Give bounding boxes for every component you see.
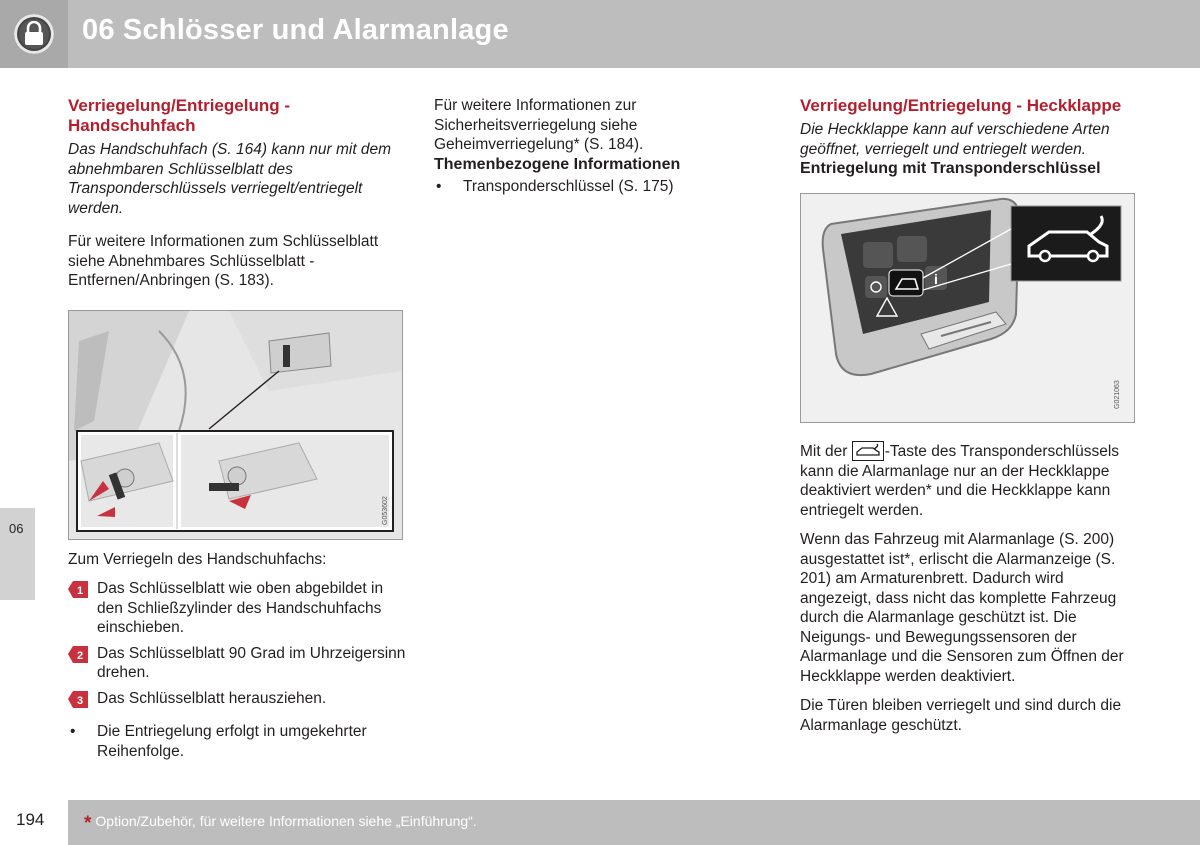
footer-bar xyxy=(68,800,1200,845)
list-item xyxy=(68,722,408,761)
paragraph-alarm-indicator: Wenn das Fahrzeug mit Alarmanlage (S. 200) ausgestattet ist*, erlischt die Alarmanzeige (S. 201) am Armaturenbrett. Dadurch wird angezeigt, dass nicht das komplette Fahrzeug durch die Alarmanlage geschützt ist. Die Neigungs- und Bewegungssensoren der Alarmanlage und die Sensoren zum Öffnen der Heckklappe werden deaktiviert. xyxy=(800,531,1124,685)
column-glovebox xyxy=(68,96,408,761)
section-heading-glovebox: Verriegelung/Entriegelung - Handschuhfach xyxy=(68,96,290,135)
chapter-header xyxy=(0,0,1200,68)
step-item xyxy=(68,579,408,638)
svg-text:2: 2 xyxy=(76,649,84,662)
footnote-text: Option/Zubehör, für weitere Informationen siehe „Einführung“. xyxy=(95,813,477,829)
section-intro-tailgate: Die Heckklappe kann auf verschiedene Arten geöffnet, verriegelt und entriegelt werden. xyxy=(800,121,1110,158)
svg-text:i: i xyxy=(934,271,938,287)
column-related xyxy=(434,96,774,196)
paragraph-doors-remain-locked: Die Türen bleiben verriegelt und sind durch die Alarmanlage geschützt. xyxy=(800,697,1122,734)
subheading-transponder-unlock: Entriegelung mit Transponderschlüssel xyxy=(800,160,1101,177)
figure-code-transponder: G021063 xyxy=(1114,380,1121,409)
paragraph-suffix: -Taste des Transponderschlüssels kann die Alarmanlage nur an der Heckklappe deaktiviert werden* und die Heckklappe kann entriegelt werden. xyxy=(800,443,1120,519)
paragraph-lock-intro: Zum Verriegeln des Handschuhfachs: xyxy=(68,550,327,568)
transponder-key-illustration xyxy=(800,193,1135,423)
glovebox-drawing xyxy=(69,311,402,539)
page-number: 194 xyxy=(16,810,45,829)
column-tailgate xyxy=(800,96,1135,735)
section-intro-glovebox: Das Handschuhfach (S. 164) kann nur mit dem abnehmbaren Schlüsselblatt des Transponderschlüssels verriegelt/entriegelt werden. xyxy=(68,141,392,217)
related-link[interactable] xyxy=(434,177,774,197)
bullet-icon: • xyxy=(436,177,442,195)
related-info-heading: Themenbezogene Informationen xyxy=(434,155,681,173)
section-heading-tailgate: Verriegelung/Entriegelung - Heckklappe xyxy=(800,96,1122,115)
chapter-title: 06 Schlösser und Alarmanlage xyxy=(82,14,509,46)
step-text: Das Schlüsselblatt 90 Grad im Uhrzeigersinn drehen. xyxy=(97,644,406,681)
paragraph-prefix: Mit der xyxy=(800,443,852,460)
svg-text:1: 1 xyxy=(76,585,84,597)
chapter-icon-box xyxy=(0,0,68,68)
lock-button-icon xyxy=(863,242,893,268)
glovebox-illustration xyxy=(68,310,403,540)
footnote xyxy=(84,813,477,835)
bullet-text: Die Entriegelung erfolgt in umgekehrter Reihenfolge. xyxy=(97,723,367,760)
footnote-star: * xyxy=(84,813,92,834)
step-item xyxy=(68,644,408,683)
lock-icon xyxy=(14,14,54,54)
step-number-1-icon xyxy=(68,581,88,598)
unlock-button-icon xyxy=(897,236,927,262)
step-text: Das Schlüsselblatt wie oben abgebildet in den Schließzylinder des Handschuhfachs einschieben. xyxy=(97,580,384,636)
figure-code-glovebox: G053602 xyxy=(382,495,389,525)
paragraph-tailgate-button xyxy=(800,441,1135,520)
transponder-key-drawing xyxy=(801,194,1134,422)
chapter-side-tab-label: 06 xyxy=(9,521,24,536)
paragraph-security-lock: Für weitere Informationen zur Sicherheitsverriegelung siehe Geheimverriegelung* (S. 184). xyxy=(434,97,644,153)
tailgate-button-icon xyxy=(852,441,884,461)
step-item xyxy=(68,689,408,709)
step-number-3-icon xyxy=(68,691,88,708)
related-link-text: Transponderschlüssel (S. 175) xyxy=(463,177,674,195)
svg-text:3: 3 xyxy=(76,694,84,707)
step-text: Das Schlüsselblatt herausziehen. xyxy=(97,689,327,707)
step-number-2-icon xyxy=(68,646,88,663)
bullet-icon: • xyxy=(70,723,76,740)
chapter-side-tab[interactable] xyxy=(0,508,35,600)
paragraph-key-blade-info: Für weitere Informationen zum Schlüsselblatt siehe Abnehmbares Schlüsselblatt - Entfernen/Anbringen (S. 183). xyxy=(68,233,379,289)
